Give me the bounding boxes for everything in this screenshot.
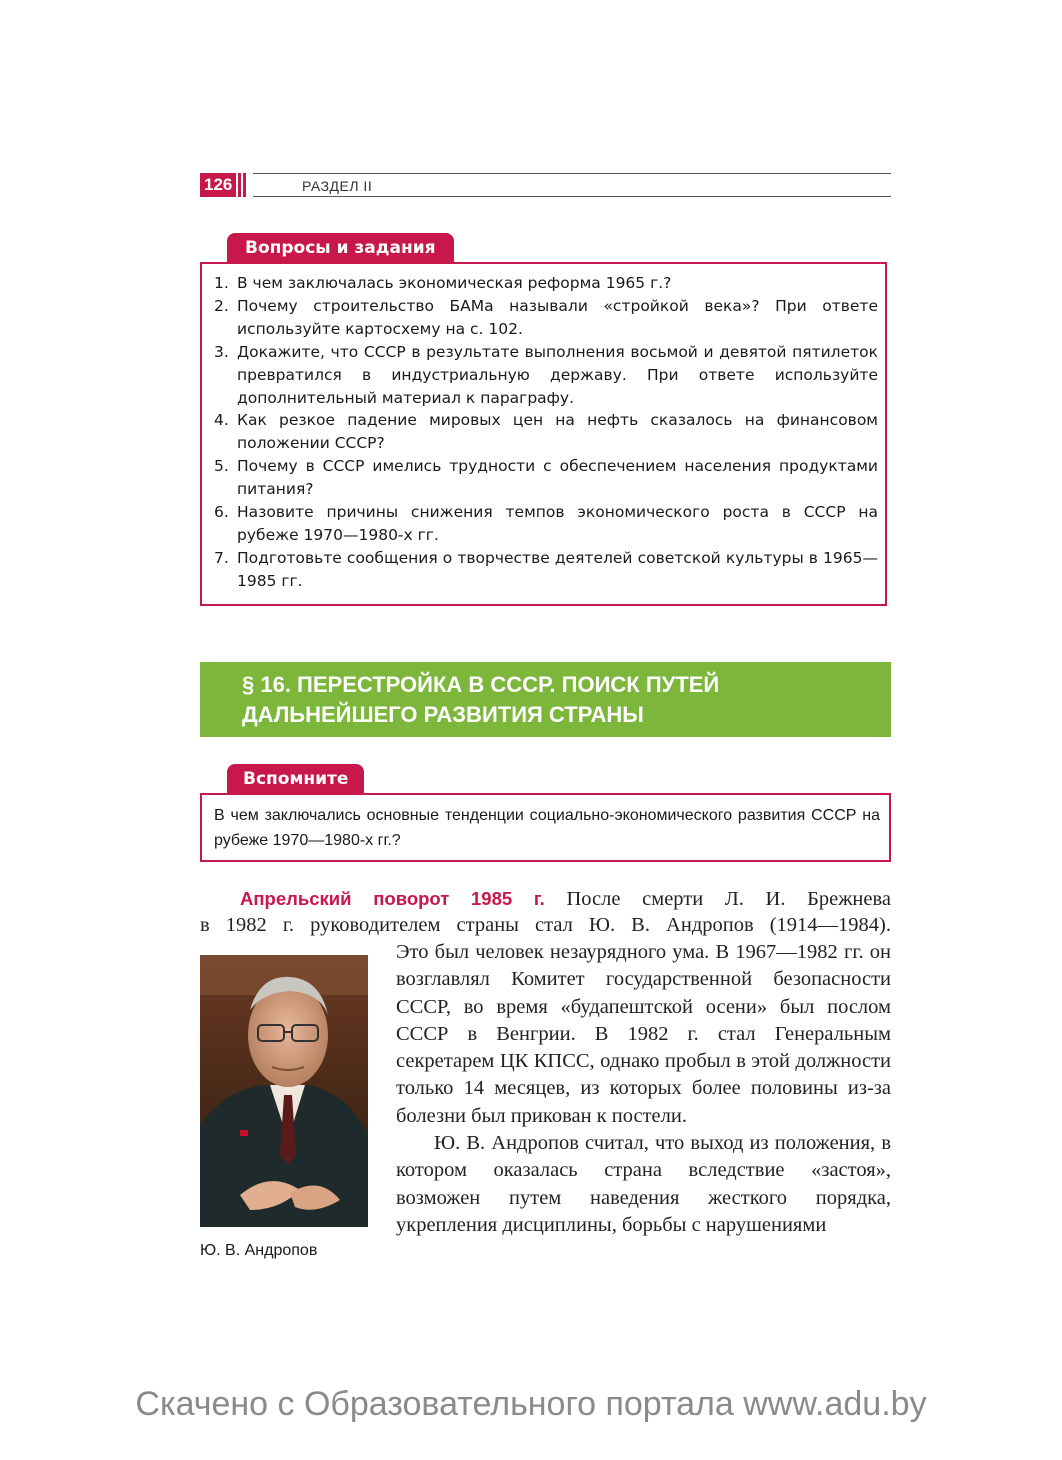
question-number: 7. — [214, 548, 229, 567]
question-item — [214, 501, 878, 547]
question-number: 5. — [214, 457, 229, 476]
body-line — [200, 885, 891, 913]
question-item — [214, 341, 878, 410]
body-paragraph: Это был человек незаурядного ума. В 1967—1982 гг. он возглавлял Комитет государственной безопасности СССР, во время «будапештской осени» был послом СССР в Венгрии. В 1982 г. стал Генеральным секретарем ЦК КПСС, однако пробыл в этой должности только 14 месяцев, из которых более половины из-за болезни был прикован к постели. — [396, 941, 891, 1127]
body-paragraph: Ю. В. Андропов считал, что выход из положения, в котором оказалась страна вследствие «застоя», возможен путем наведения жесткого порядка, укрепления дисциплины, борьбы с нарушениями — [396, 1132, 891, 1236]
portrait-photo — [200, 955, 368, 1227]
question-text: Почему строительство БАМа называли «стройкой века»? При ответе используйте картосхему на с. 102. — [237, 296, 878, 338]
paragraph-title-line: § 16. ПЕРЕСТРОЙКА В СССР. ПОИСК ПУТЕЙ — [242, 672, 720, 697]
question-item — [214, 455, 878, 501]
download-watermark: Скачено с Образовательного портала www.adu.by — [135, 1385, 927, 1423]
question-number: 6. — [214, 503, 229, 522]
question-item — [214, 295, 878, 341]
header-bar — [243, 173, 246, 197]
body-line: в 1982 г. руководителем страны стал Ю. В. Андропов (1914—1984). — [200, 914, 891, 936]
body-text-span: После смерти Л. И. Брежнева — [566, 888, 891, 910]
lead-heading: Апрельский поворот 1985 г. — [240, 888, 545, 909]
page-number: 126 — [200, 173, 236, 197]
header-bar — [238, 173, 241, 197]
section-label: РАЗДЕЛ II — [302, 178, 373, 194]
questions-tab: Вопросы и задания — [227, 233, 454, 263]
question-item — [214, 409, 878, 455]
question-text: Как резкое падение мировых цен на нефть сказалось на финансовом положении СССР? — [237, 411, 878, 453]
body-column — [396, 939, 891, 1239]
paragraph-title-line: ДАЛЬНЕЙШЕГО РАЗВИТИЯ СТРАНЫ — [242, 702, 644, 727]
questions-list — [214, 272, 878, 593]
header-rule-top — [253, 173, 891, 174]
question-number: 3. — [214, 342, 229, 361]
question-text: Почему в СССР имелись трудности с обеспечением населения продуктами питания? — [237, 457, 878, 499]
remember-text: В чем заключались основные тенденции социально-экономического развития СССР на рубеже 1970—1980-х гг.? — [214, 807, 880, 849]
question-text: В чем заключалась экономическая реформа 1965 г.? — [237, 274, 672, 292]
header-rule-bottom — [253, 196, 891, 197]
question-item — [214, 547, 878, 593]
photo-caption: Ю. В. Андропов — [200, 1242, 318, 1259]
question-item — [214, 272, 878, 295]
question-text: Подготовьте сообщения о творчестве деятелей советской культуры в 1965—1985 гг. — [237, 548, 878, 590]
paragraph-title — [242, 670, 842, 730]
question-number: 2. — [214, 296, 229, 315]
remember-tab: Вспомните — [227, 764, 364, 794]
question-text: Докажите, что СССР в результате выполнения восьмой и девятой пятилеток превратился в индустриальную державу. При ответе используйте дополнительный материал к параграфу. — [237, 342, 878, 407]
question-number: 1. — [214, 274, 229, 292]
question-number: 4. — [214, 411, 229, 430]
question-text: Назовите причины снижения темпов экономического роста в СССР на рубеже 1970—1980-х гг. — [237, 503, 878, 544]
